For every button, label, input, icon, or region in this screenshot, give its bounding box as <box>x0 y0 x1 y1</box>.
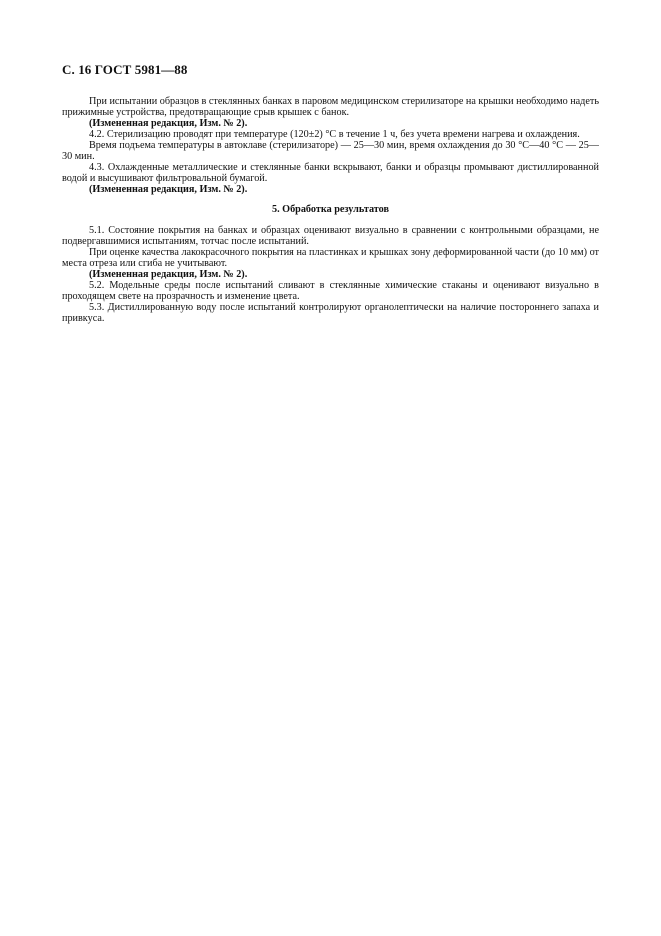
paragraph-5-2: 5.2. Модельные среды после испытаний сливают в стеклянные химические стаканы и оценивают визуально в проходящем свете на прозрачность и изменение цвета. <box>62 280 599 302</box>
paragraph-5-3: 5.3. Дистиллированную воду после испытаний контролируют органолептически на наличие постороннего запаха и привкуса. <box>62 302 599 324</box>
revision-note: (Измененная редакция, Изм. № 2). <box>89 269 248 280</box>
paragraph-temperature-time: Время подъема температуры в автоклаве (стерилизаторе) — 25—30 мин, время охлаждения до 30 °С—40 °С — 25—30 мин. <box>62 140 599 162</box>
revision-note: (Измененная редакция, Изм. № 2). <box>89 118 248 129</box>
paragraph-4-2: 4.2. Стерилизацию проводят при температуре (120±2) °С в течение 1 ч, без учета времени нагрева и охлаждения. <box>89 129 580 140</box>
revision-note: (Измененная редакция, Изм. № 2). <box>89 184 248 195</box>
paragraph-deformed-zone: При оценке качества лакокрасочного покрытия на пластинках и крышках зону деформированной части (до 10 мм) от места отреза или сгиба не учитывают. <box>62 247 599 269</box>
paragraph-sterilizer-devices: При испытании образцов в стеклянных банках в паровом медицинском стерилизаторе на крышки необходимо надеть прижимные устройства, предотвращающие срыв крышек с банок. <box>62 96 599 118</box>
paragraph-4-3: 4.3. Охлажденные металлические и стеклянные банки вскрывают, банки и образцы промывают дистиллированной водой и высушивают фильтровальной бумагой. <box>62 162 599 184</box>
page-header: С. 16 ГОСТ 5981—88 <box>62 62 188 77</box>
section-title: 5. Обработка результатов <box>271 204 390 215</box>
paragraph-5-1: 5.1. Состояние покрытия на банках и образцах оценивают визуально в сравнении с контрольными образцами, не подвергавшимися испытаниям, тотчас после испытаний. <box>62 225 599 247</box>
document-body <box>62 96 599 324</box>
